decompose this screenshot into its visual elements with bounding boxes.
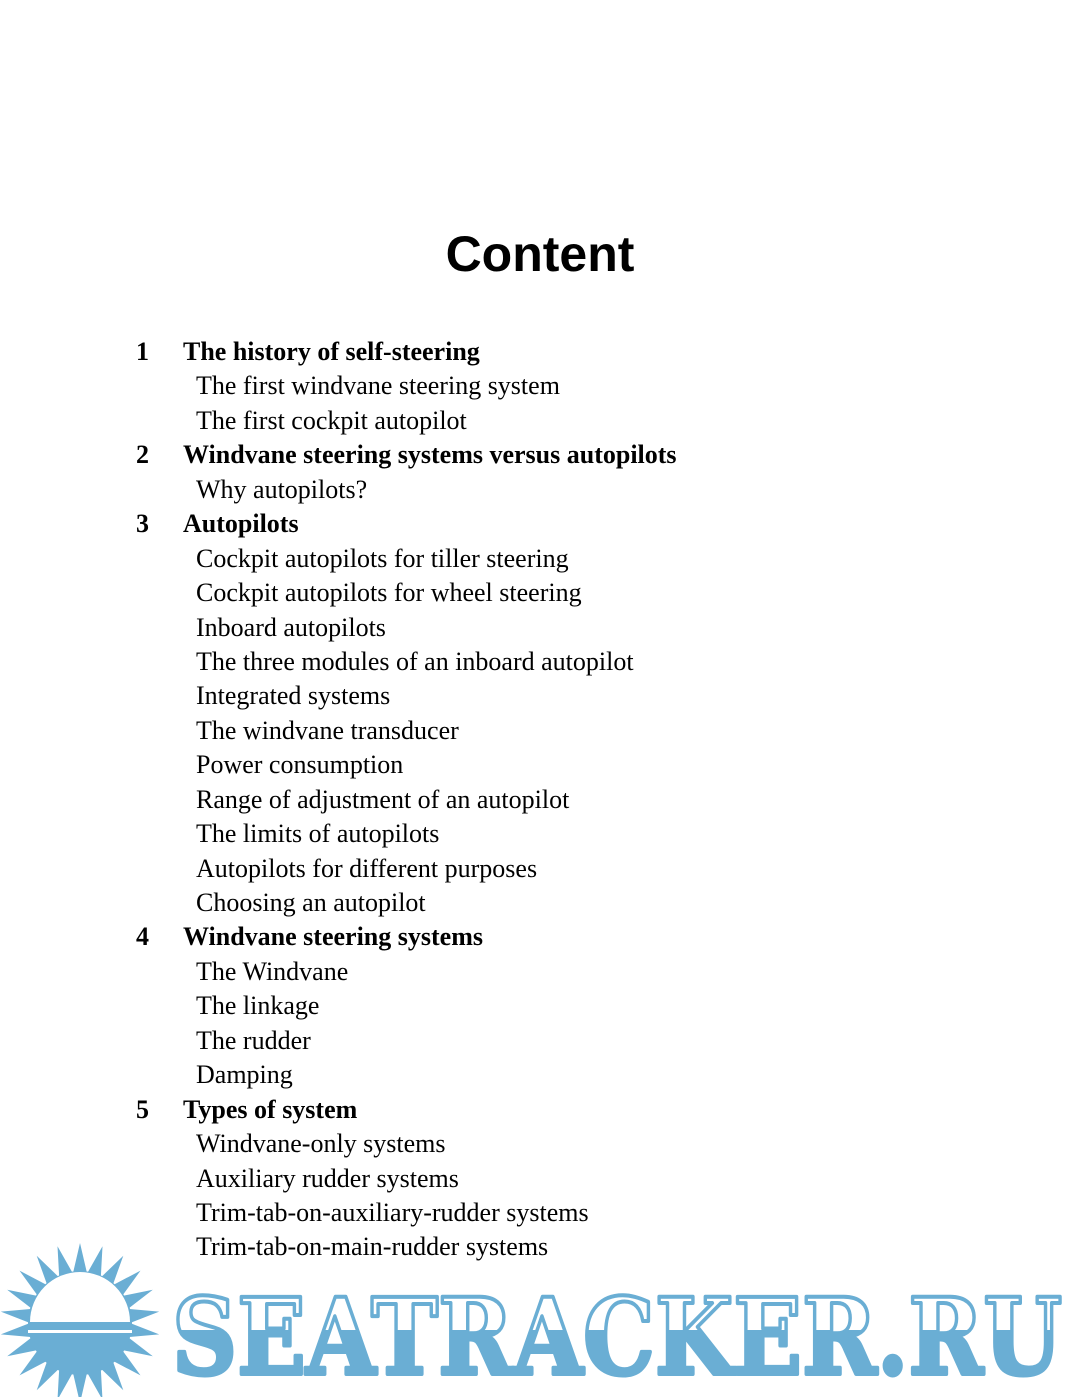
toc-section-row xyxy=(136,1162,996,1196)
toc-section-row xyxy=(136,714,996,748)
toc-section-row xyxy=(136,1058,996,1092)
section-title: Windvane-only systems xyxy=(196,1129,446,1159)
toc-section-row xyxy=(136,576,996,610)
section-title: The first windvane steering system xyxy=(196,371,560,401)
chapter-title: The history of self-steering xyxy=(183,337,480,366)
section-title: Why autopilots? xyxy=(196,474,368,504)
page-title: Content xyxy=(445,226,635,282)
seatracker-watermark-logo xyxy=(0,1238,1080,1397)
toc-section-row xyxy=(136,1196,996,1230)
toc-section-row xyxy=(136,404,996,438)
chapter-number: 2 xyxy=(136,440,149,470)
chapter-title: Types of system xyxy=(183,1094,358,1124)
toc-section-row xyxy=(136,955,996,989)
chapter-number: 3 xyxy=(136,509,149,539)
chapter-number: 4 xyxy=(136,922,149,952)
toc-section-row xyxy=(136,542,996,576)
section-title: Range of adjustment of an autopilot xyxy=(196,784,570,814)
chapter-number: 1 xyxy=(136,337,149,366)
section-title: The linkage xyxy=(196,991,320,1021)
section-title: The first cockpit autopilot xyxy=(196,405,467,435)
watermark-text: SEATRACKER.RU xyxy=(172,1274,1062,1397)
section-title: The rudder xyxy=(196,1025,311,1055)
toc-section-row xyxy=(136,473,996,507)
chapter-title: Autopilots xyxy=(183,509,299,539)
chapter-title: Windvane steering systems versus autopilots xyxy=(183,440,677,470)
toc-section-row xyxy=(136,645,996,679)
toc-chapter-row xyxy=(136,920,996,954)
section-title: Choosing an autopilot xyxy=(196,888,426,917)
section-title: Inboard autopilots xyxy=(196,612,386,642)
section-title: Cockpit autopilots for wheel steering xyxy=(196,578,582,608)
toc-section-row xyxy=(136,679,996,713)
table-of-contents xyxy=(136,335,996,1265)
section-title: Damping xyxy=(196,1060,293,1090)
toc-section-row xyxy=(136,1127,996,1161)
toc-section-row xyxy=(136,611,996,645)
chapter-number: 5 xyxy=(136,1094,149,1124)
section-title: Trim-tab-on-auxiliary-rudder systems xyxy=(196,1197,589,1227)
toc-chapter-row xyxy=(136,438,996,472)
section-title: Cockpit autopilots for tiller steering xyxy=(196,543,569,573)
toc-section-row xyxy=(136,783,996,817)
chapter-title: Windvane steering systems xyxy=(183,922,483,952)
section-title: The Windvane xyxy=(196,956,349,986)
section-title: Power consumption xyxy=(196,750,404,780)
section-title: Integrated systems xyxy=(196,681,391,711)
toc-chapter-row xyxy=(136,335,996,369)
toc-section-row xyxy=(136,886,996,920)
section-title: The three modules of an inboard autopilot xyxy=(196,646,634,676)
toc-section-row xyxy=(136,1024,996,1058)
sun-icon xyxy=(1,1243,159,1397)
section-title: Autopilots for different purposes xyxy=(196,853,538,883)
toc-section-row xyxy=(136,989,996,1023)
toc-section-row xyxy=(136,852,996,886)
toc-chapter-row xyxy=(136,507,996,541)
toc-section-row xyxy=(136,817,996,851)
toc-section-row xyxy=(136,369,996,403)
section-title: Auxiliary rudder systems xyxy=(196,1163,459,1193)
section-title: The limits of autopilots xyxy=(196,819,440,849)
toc-chapter-row xyxy=(136,1093,996,1127)
section-title: Trim-tab-on-main-rudder systems xyxy=(196,1232,549,1262)
section-title: The windvane transducer xyxy=(196,715,459,745)
toc-section-row xyxy=(136,748,996,782)
